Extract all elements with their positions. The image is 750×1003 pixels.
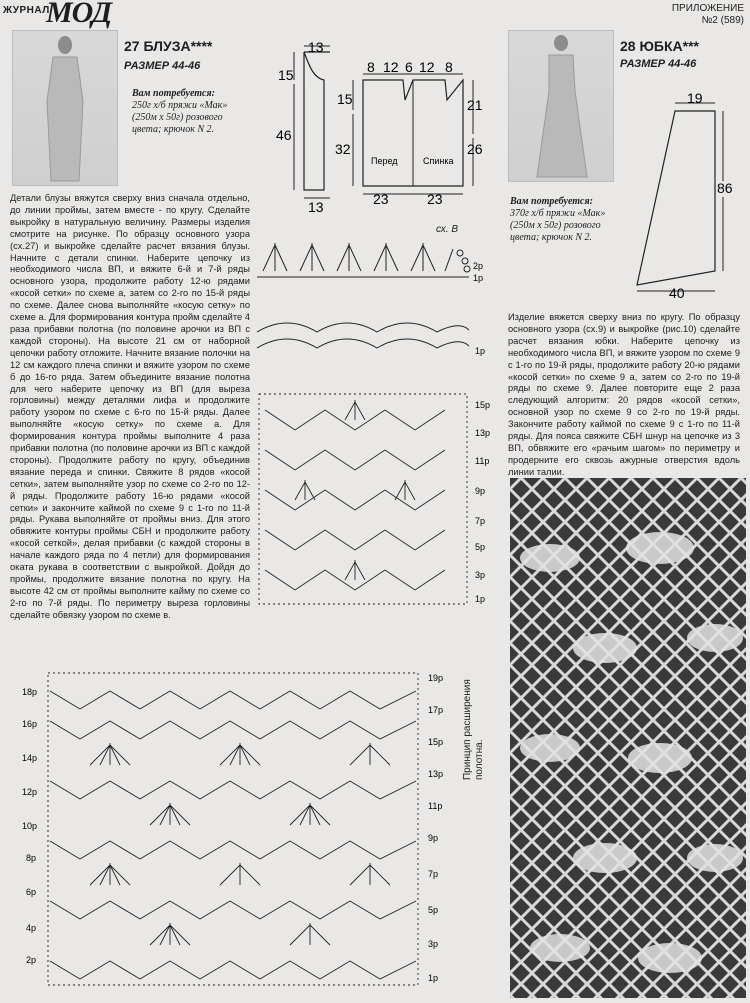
- blouse-instructions: [10, 193, 250, 622]
- skirt-row-13: 13р: [428, 769, 444, 779]
- mesh-band-chart: [255, 318, 485, 358]
- front-label: Перед: [371, 156, 398, 166]
- skirt-size: РАЗМЕР 44-46: [620, 58, 697, 70]
- blouse-row-1: 1р: [475, 594, 486, 604]
- fb-bottom-left-dim: 23: [373, 191, 389, 207]
- skirt-row-8: 8р: [26, 853, 37, 863]
- blouse-row-15: 15р: [475, 400, 491, 410]
- lace-sample-photo: [510, 478, 746, 998]
- sleeve-left-lower-dim: 46: [276, 127, 292, 143]
- skirt-crochet-chart: [20, 665, 490, 995]
- materials-text: 250г х/б пряжи «Мак» (250м х 50г) розового цвета; крючок N 2.: [132, 100, 228, 135]
- scheme-b-label: сх. В: [436, 224, 459, 235]
- sleeve-pattern-diagram: [270, 39, 330, 215]
- blouse-row-3: 3р: [475, 570, 486, 580]
- mesh-band-row: 1р: [475, 346, 486, 356]
- fb-left-lower-dim: 32: [335, 141, 351, 157]
- skirt-row-11: 11р: [428, 801, 443, 811]
- skirt-bottom-dim: 40: [669, 285, 685, 301]
- blouse-title: 27 БЛУЗА****: [124, 38, 213, 54]
- skirt-top-dim: 19: [687, 90, 703, 106]
- scheme-b-row-1: 1р: [473, 273, 484, 283]
- blouse-row-5: 5р: [475, 542, 486, 552]
- expansion-principle-note: Принцип расширения полотна.: [462, 679, 485, 780]
- blouse-crochet-chart: [255, 390, 490, 610]
- scheme-b-chart: [255, 235, 485, 285]
- skirt-row-10: 10р: [22, 821, 38, 831]
- supplement-label: ПРИЛОЖЕНИЕ: [671, 3, 744, 14]
- blouse-row-9: 9р: [475, 486, 486, 496]
- skirt-row-15: 15р: [428, 737, 444, 747]
- fb-left-upper-dim: 15: [337, 91, 353, 107]
- issue-info: [672, 3, 744, 27]
- skirt-instructions-text: Изделие вяжется сверху вниз по кругу. По образцу основного узора (сх.9) и выкройке (рис.10) сделайте расчет вязания юбки. Наберите цепочку из необходимого числа ВП, и вяжите узором по схеме 9 с 1-го по 19-й ряды, продолжите работу 20-ю рядами «косой сетки» по схеме 9 а, затем со 2-го по 19-й ряды по схеме 9. Далее повторите еще 2 раза следующий алгоритм: 20 рядов «косой сетки», основной узор по схеме 9 со 2-го по 19-й ряды. Закончите работу каймой по схеме 9 с 1-го по 11-й ряды. Для пояса свяжите СБН шнур на цепочке из 3 ВП, обвяжите его «рачьим шагом» по периметру и продерните его сквозь ажурные отверстия вдоль линии талии.: [508, 312, 740, 477]
- issue-number: №2 (589): [701, 15, 744, 26]
- back-label: Спинка: [423, 156, 454, 166]
- sleeve-left-upper-dim: 15: [278, 67, 294, 83]
- blouse-row-13: 13р: [475, 428, 491, 438]
- skirt-row-7: 7р: [428, 869, 439, 879]
- blouse-instructions-text: Детали блузы вяжутся сверху вниз сначала отдельно, до линии проймы, затем вместе - по кругу. Сделайте выкройку в натуральную величину. Размеры изделия смотрите на рисунке. По образцу основного узора (сх.27) и выкройке сделайте расчет вязания блузы. Начните с детали спинки. Наберите цепочку из необходимого числа ВП, и вяжите 6-й и 7-й ряды основного узора, продолжите работу 12-ю рядами «косой сетки» по схеме а, затем со 2-го по 15-й ряды по схеме. Далее снова выполняйте «косую сетку» по схеме а. Для формирования контура пройм сделайте 4 раза прибавки полотна (по половине арочки из ВП с каждой стороны). На высоте 21 см от наборной цепочки работу отложите. Начните вязание полочки на 12 см каждого плеча спинки и вяжите узором по схеме б до 16-го ряда. Затем объедините вязание полотна для чего наберите цепочку из ВП (для выреза горловины) между деталями лифа и продолжите работу узором по схеме с 6-го по 15-й ряды. Далее выполняйте «косую сетку» по схеме а. Для формирования контура проймы выполните 4 раза прибавки полотна (по половине арочки из ВП с каждой стороны). Продолжите работу по кругу, объединив вязание переда и спинки. Свяжите 8 рядов «косой сетки», затем выполняйте узор по схеме со 2-го по 12-й ряды. Продолжите работу 16-ю рядами «косой сетки» и закончите каймой по схеме 9 с 1-го по 11-й ряды. Рукава выполняйте от проймы вниз. Для этого обвяжите контуры проймы СБН и продолжите работу «косой сеткой», делая прибавки (с каждой стороны в начале каждого ряда по 4 петли) для формирования оката рукава в соответствии с выкройкой. Дойдя до проймы, продолжите вязание полотна по кругу. На высоте 42 см от проймы выполните кайму по схеме со 2-го по 7-й ряды. По периметру выреза горловины сделайте обвязку узором по схеме в.: [10, 193, 250, 620]
- model-silhouette-icon: [509, 31, 613, 181]
- skirt-row-2: 2р: [26, 955, 37, 965]
- skirt-pattern-diagram: [635, 90, 745, 301]
- fb-right-upper-dim: 21: [467, 97, 483, 113]
- width-dim-5: 8: [445, 59, 453, 75]
- front-back-pattern-diagram: [335, 58, 495, 208]
- materials-heading: Вам потребуется:: [132, 88, 215, 99]
- skirt-row-5: 5р: [428, 905, 439, 915]
- skirt-row-14: 14р: [22, 753, 38, 763]
- blouse-photo: [12, 30, 118, 186]
- skirt-row-4: 4р: [26, 923, 37, 933]
- skirt-row-17: 17р: [428, 705, 444, 715]
- fb-right-lower-dim: 26: [467, 141, 483, 157]
- skirt-photo: [508, 30, 614, 182]
- skirt-row-12: 12р: [22, 787, 38, 797]
- skirt-row-19: 19р: [428, 673, 444, 683]
- skirt-row-6: 6р: [26, 887, 37, 897]
- width-dim-3: 6: [405, 59, 413, 75]
- width-dim-4: 12: [419, 59, 435, 75]
- model-silhouette-icon: [13, 31, 117, 185]
- skirt-side-dim: 86: [717, 180, 733, 196]
- skirt-materials-heading: Вам потребуется:: [510, 196, 593, 207]
- blouse-size: РАЗМЕР 44-46: [124, 60, 201, 72]
- blouse-row-11: 11р: [475, 456, 490, 466]
- skirt-title: 28 ЮБКА***: [620, 38, 699, 54]
- fb-bottom-right-dim: 23: [427, 191, 443, 207]
- lace-texture: [510, 478, 746, 998]
- page-header: [0, 0, 750, 28]
- skirt-materials-text: 370г х/б пряжи «Мак» (250м х 50г) розового цвета; крючок N 2.: [510, 208, 606, 243]
- width-dim-2: 12: [383, 59, 399, 75]
- skirt-row-9: 9р: [428, 833, 439, 843]
- skirt-row-1: 1р: [428, 973, 439, 983]
- blouse-row-7: 7р: [475, 516, 486, 526]
- width-dim-1: 8: [367, 59, 375, 75]
- skirt-instructions: [508, 312, 740, 479]
- sleeve-top-dim: 13: [308, 39, 324, 55]
- magazine-logo: МОД: [46, 0, 112, 29]
- skirt-row-3: 3р: [428, 939, 439, 949]
- skirt-materials: [510, 196, 630, 244]
- blouse-materials: [132, 88, 232, 136]
- scheme-b-row-2: 2р: [473, 261, 484, 271]
- skirt-row-16: 16р: [22, 719, 38, 729]
- skirt-row-18: 18р: [22, 687, 38, 697]
- magazine-label: ЖУРНАЛ: [3, 5, 50, 16]
- sleeve-bottom-dim: 13: [308, 199, 324, 215]
